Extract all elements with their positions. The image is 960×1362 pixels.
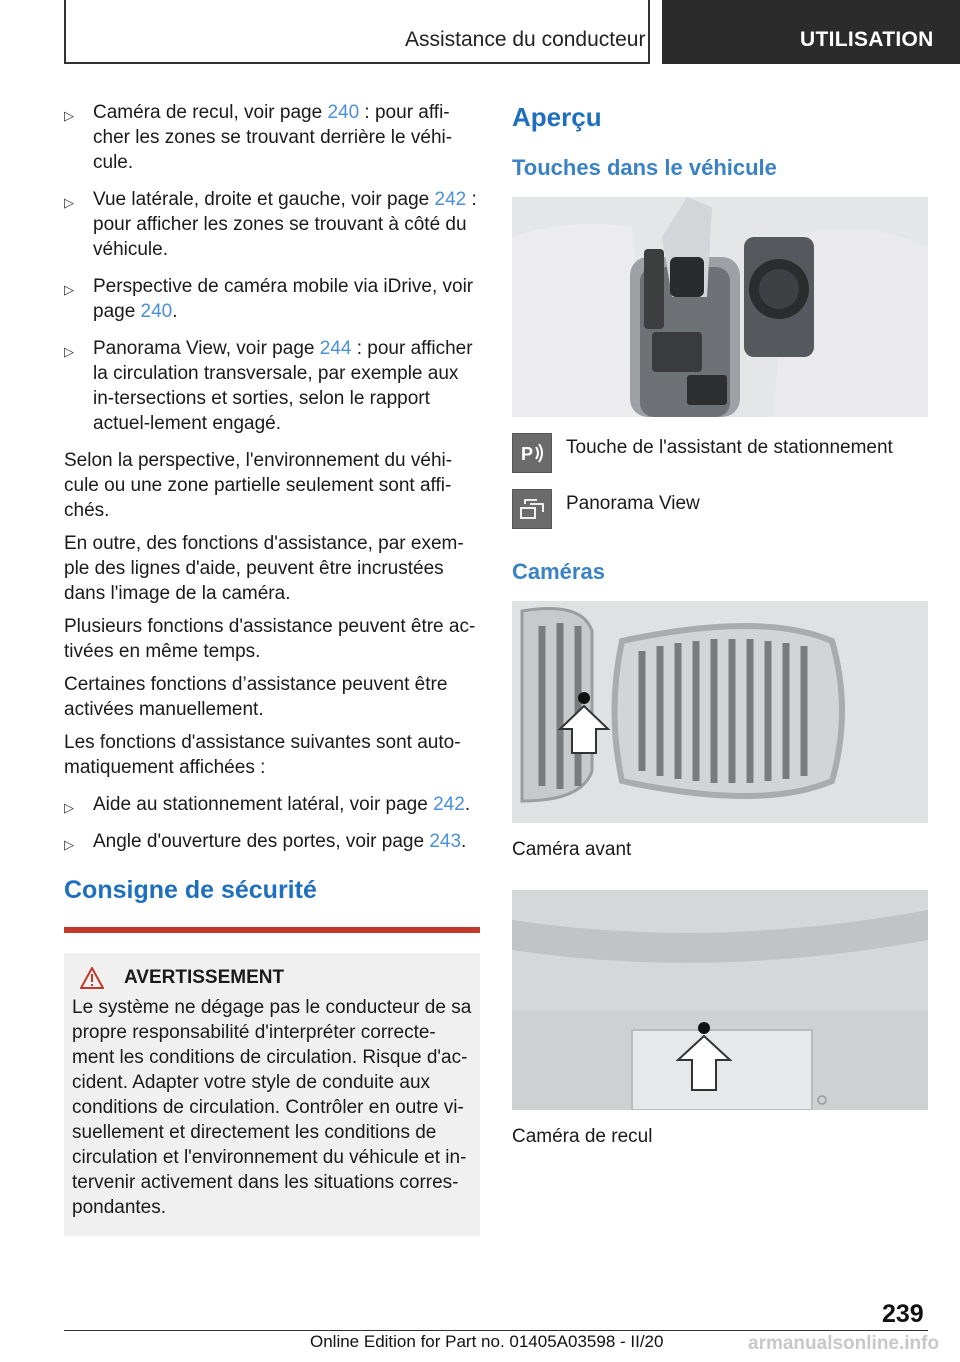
- list-item-text: .: [461, 831, 467, 852]
- triangle-bullet-icon: ▷: [64, 800, 74, 815]
- footer-edition: Online Edition for Part no. 01405A03598 - II/20: [310, 1332, 664, 1351]
- front-camera-image: [512, 601, 928, 823]
- header-left-rule: [64, 0, 66, 64]
- list-item-text: : pour affi-cher les zones se trouvant derrière le véhi-cule.: [93, 102, 453, 173]
- parking-assistant-glyph: [517, 438, 547, 468]
- triangle-bullet-icon: ▷: [64, 837, 74, 852]
- body-paragraph: Certaines fonctions d’assistance peuvent être activées manuellement.: [64, 674, 448, 720]
- right-column: [512, 100, 928, 1149]
- footer-rule: [64, 1330, 928, 1331]
- list-item-text: : pour afficher la circulation transversale, par exemple aux in-tersections et sorties, selon le rapport actuel-lement engagé.: [93, 338, 473, 434]
- triangle-bullet-icon: ▷: [64, 108, 74, 123]
- svg-text:P: P: [521, 444, 534, 464]
- page-link[interactable]: 242: [434, 189, 467, 210]
- list-item-text: Perspective de caméra mobile via iDrive, voir page: [93, 276, 474, 322]
- list-item-text: Panorama View, voir page: [93, 338, 320, 359]
- list-item-text: .: [464, 794, 471, 815]
- parking-assistant-icon: [512, 433, 552, 473]
- key-label: Touche de l'assistant de stationnement: [566, 437, 893, 458]
- rear-camera-image: [512, 890, 928, 1110]
- list-item-text: Caméra de recul, voir page: [93, 102, 328, 123]
- header-section-title: Assistance du conducteur: [405, 28, 646, 51]
- list-item: [64, 100, 480, 175]
- page-link[interactable]: 242: [433, 794, 465, 815]
- center-console-illustration: [512, 197, 928, 417]
- warning-triangle-icon: [80, 967, 104, 989]
- key-row-panorama: [512, 489, 928, 529]
- keys-subheading: Touches dans le véhicule: [512, 155, 777, 180]
- body-paragraph: Selon la perspective, l'environnement du véhi-cule ou une zone partielle seulement sont affi-chés.: [64, 450, 453, 521]
- page-link[interactable]: 240: [327, 102, 360, 123]
- list-item-text: Vue latérale, droite et gauche, voir page: [93, 189, 435, 210]
- front-camera-caption: Caméra avant: [512, 839, 632, 860]
- safety-heading-rule: [64, 927, 480, 933]
- header-chapter-label: UTILISATION: [800, 28, 934, 51]
- list-item: [64, 187, 480, 262]
- list-item-text: : pour afficher les zones se trouvant à côté du véhicule.: [93, 189, 477, 260]
- warning-box: [64, 953, 480, 1236]
- page-link[interactable]: 244: [319, 338, 352, 359]
- rear-camera-caption: Caméra de recul: [512, 1126, 653, 1147]
- page-link[interactable]: 240: [140, 301, 173, 322]
- safety-heading: Consigne de sécurité: [64, 876, 317, 904]
- page-link[interactable]: 243: [429, 831, 462, 852]
- header-mid-rule: [648, 0, 650, 64]
- triangle-bullet-icon: ▷: [64, 195, 74, 210]
- page-number: 239: [882, 1300, 924, 1328]
- triangle-bullet-icon: ▷: [64, 344, 74, 359]
- list-item: [64, 829, 480, 854]
- header-chapter-tab: [662, 0, 960, 64]
- list-item: [64, 274, 480, 324]
- center-console-image: [512, 197, 928, 417]
- left-column: [64, 100, 480, 1236]
- header-bottom-rule: [64, 62, 650, 64]
- triangle-bullet-icon: ▷: [64, 282, 74, 297]
- overview-heading: Aperçu: [512, 102, 602, 132]
- panorama-view-glyph: [517, 494, 547, 524]
- key-row-parking: [512, 433, 928, 473]
- warning-title-row: [72, 967, 472, 989]
- list-item-text: Aide au stationnement latéral, voir page: [93, 794, 434, 815]
- key-label: Panorama View: [566, 493, 700, 514]
- cameras-subheading: Caméras: [512, 559, 605, 584]
- footer-watermark: armanualsonline.info: [748, 1333, 940, 1354]
- body-paragraph: En outre, des fonctions d'assistance, par exem-ple des lignes d'aide, peuvent être incrustées dans l'image de la caméra.: [64, 533, 464, 604]
- body-paragraph: Plusieurs fonctions d'assistance peuvent être ac-tivées en même temps.: [64, 616, 476, 662]
- list-item-text: .: [172, 301, 178, 322]
- rear-camera-illustration: [512, 890, 928, 1110]
- list-item: [64, 792, 480, 817]
- front-grille-illustration: [512, 601, 928, 823]
- panorama-view-icon: [512, 489, 552, 529]
- warning-title: AVERTISSEMENT: [124, 967, 285, 988]
- list-item: [64, 336, 480, 436]
- list-item-text: Angle d'ouverture des portes, voir page: [93, 831, 430, 852]
- body-paragraph: Les fonctions d'assistance suivantes sont auto-matiquement affichées :: [64, 732, 461, 778]
- warning-body: Le système ne dégage pas le conducteur de sa propre responsabilité d'interpréter correcte-ment les conditions de circulation. Risque d'ac-cident. Adapter votre style de conduite aux conditions de circulation. Contrôler en outre vi-suellement et directement les conditions de circulation et l'environnement du véhicule et in-tervenir activement dans les situations corres-pondantes.: [72, 997, 472, 1218]
